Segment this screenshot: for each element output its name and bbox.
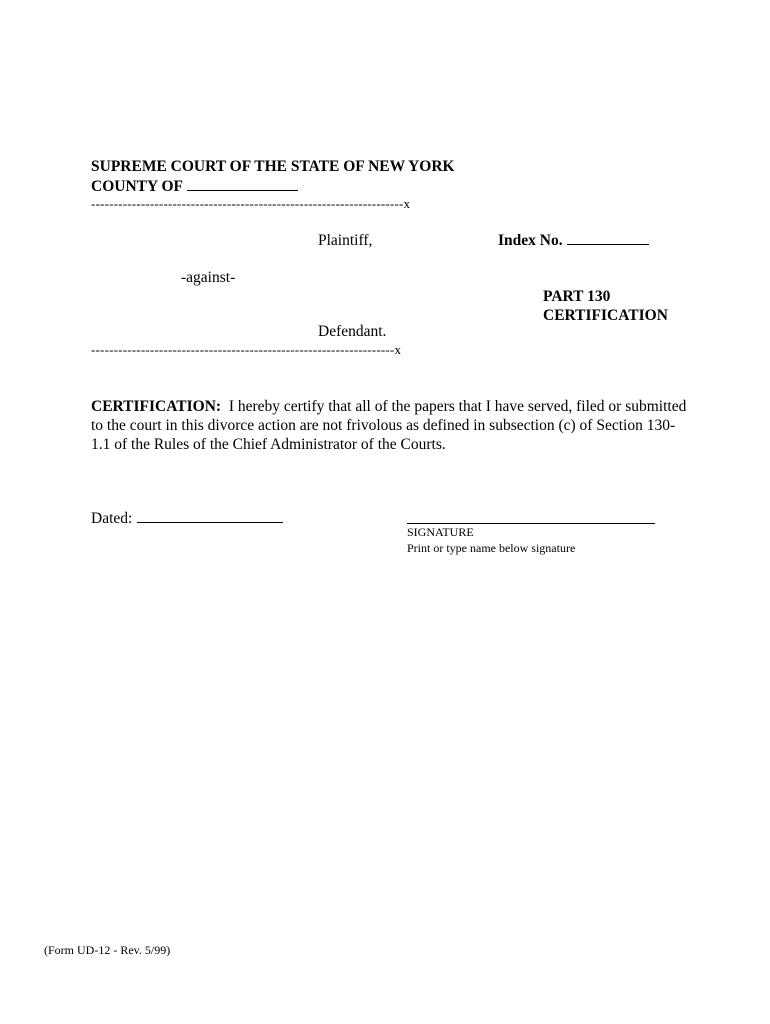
certification-paragraph <box>91 397 691 454</box>
index-number-blank-field[interactable] <box>567 232 649 245</box>
part-title-line1: PART 130 <box>543 288 611 305</box>
dated-blank-field[interactable] <box>137 508 283 523</box>
certification-heading: CERTIFICATION: <box>91 398 222 415</box>
signature-label: SIGNATURE <box>407 525 474 539</box>
dated-label: Dated: <box>91 510 133 527</box>
against-label: -against- <box>181 269 236 286</box>
county-blank-field[interactable] <box>187 176 298 191</box>
county-label: COUNTY OF <box>91 178 183 195</box>
court-name: SUPREME COURT OF THE STATE OF NEW YORK <box>91 158 455 175</box>
county-row <box>91 176 455 196</box>
index-label: Index No. <box>498 232 563 249</box>
certification-text: I hereby certify that all of the papers that I have served, filed or submitted to the court in this divorce action are not frivolous as defined in subsection (c) of Section 130-1.1 of the Rules of the Chief Administrator of the Courts. <box>91 398 687 453</box>
print-name-note: Print or type name below signature <box>407 541 576 555</box>
index-number-row <box>498 232 649 250</box>
form-footer: (Form UD-12 - Rev. 5/99) <box>44 943 171 957</box>
dated-row <box>91 508 283 528</box>
defendant-label: Defendant. <box>318 323 387 340</box>
part-130-title <box>543 287 668 325</box>
plaintiff-label: Plaintiff, <box>318 232 373 249</box>
caption-divider-bottom: -------------------------------------------------------------------x <box>91 342 402 357</box>
caption-divider-top: ---------------------------------------------------------------------x <box>91 196 411 211</box>
signature-line[interactable] <box>407 522 655 524</box>
court-header <box>91 157 455 196</box>
part-title-line2: CERTIFICATION <box>543 307 668 324</box>
